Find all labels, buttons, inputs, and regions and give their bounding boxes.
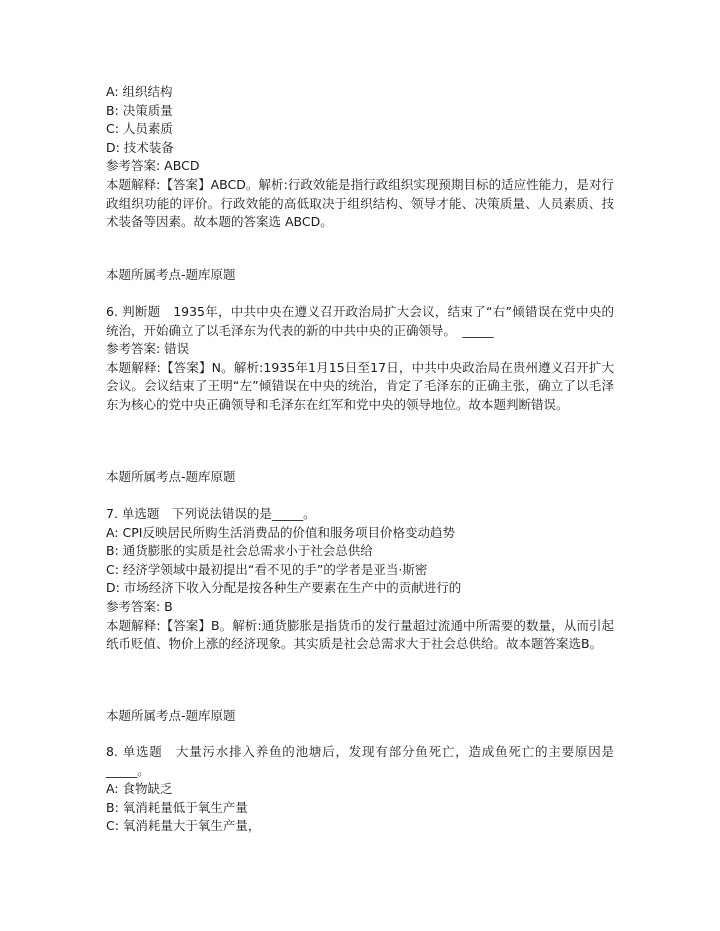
q6-stem: 6. 判断题 1935年，中共中央在遵义召开政治局扩大会议，结束了“右”倾错误在党中央的统治，开始确立了以毛泽东为代表的新的中共中央的正确领导。 _____ xyxy=(106,304,614,338)
q7-block xyxy=(106,505,614,654)
q5-answer: 参考答案: ABCD xyxy=(106,158,200,174)
q6-answer: 参考答案: 错误 xyxy=(106,341,190,357)
q8-block xyxy=(106,743,614,836)
q8-option-b: B: 氧消耗量低于氧生产量 xyxy=(106,799,248,815)
q7-option-d: D: 市场经济下收入分配是按各种生产要素在生产中的贡献进行的 xyxy=(106,580,462,596)
q5-option-b: B: 决策质量 xyxy=(106,102,173,118)
q5-option-d: D: 技术装备 xyxy=(106,139,174,155)
q8-option-a: A: 食物缺乏 xyxy=(106,781,173,797)
q8-stem: 8. 单选题 大量污水排入养鱼的池塘后，发现有部分鱼死亡，造成鱼死亡的主要原因是_____。 xyxy=(106,744,614,778)
q7-source: 本题所属考点-题库原题 xyxy=(106,708,236,723)
q5-explanation: 本题解释:【答案】ABCD。解析:行政效能是指行政组织实现预期目标的适应性能力，是对行政组织功能的评价。行政效能的高低取决于组织结构、领导才能、决策质量、人员素质、技术装备等因素。故本题的答案选 ABCD。 xyxy=(106,176,614,230)
q5-source: 本题所属考点-题库原题 xyxy=(106,267,236,282)
q5-option-c: C: 人员素质 xyxy=(106,121,173,137)
q6-explanation: 本题解释:【答案】N。解析:1935年1月15日至17日，中共中央政治局在贵州遵义召开扩大会议。会议结束了王明“左”倾错误在中央的统治，肯定了毛泽东的正确主张，确立了以毛泽东为核心的党中央正确领导和毛泽东在红军和党中央的领导地位。故本题判断错误。 xyxy=(106,359,614,412)
q7-option-a: A: CPI反映居民所购生活消费品的价值和服务项目价格变动趋势 xyxy=(106,524,455,540)
q7-explanation: 本题解释:【答案】B。解析:通货膨胀是指货币的发行量超过流通中所需要的数量，从而引起纸币贬值、物价上涨的经济现象。其实质是社会总需求大于社会总供给。故本题答案选B。 xyxy=(106,617,614,652)
q7-stem: 7. 单选题 下列说法错误的是_____。 xyxy=(106,506,316,521)
q6-source: 本题所属考点-题库原题 xyxy=(106,469,236,484)
q7-option-c: C: 经济学领域中最初提出“看不见的手”的学者是亚当·斯密 xyxy=(106,561,428,577)
q7-answer: 参考答案: B xyxy=(106,598,173,614)
q7-option-b: B: 通货膨胀的实质是社会总需求小于社会总供给 xyxy=(106,543,373,559)
q8-option-c: C: 氧消耗量大于氧生产量， xyxy=(106,818,261,834)
q5-block xyxy=(106,83,614,232)
q5-option-a: A: 组织结构 xyxy=(106,84,173,99)
q6-block xyxy=(106,303,614,415)
